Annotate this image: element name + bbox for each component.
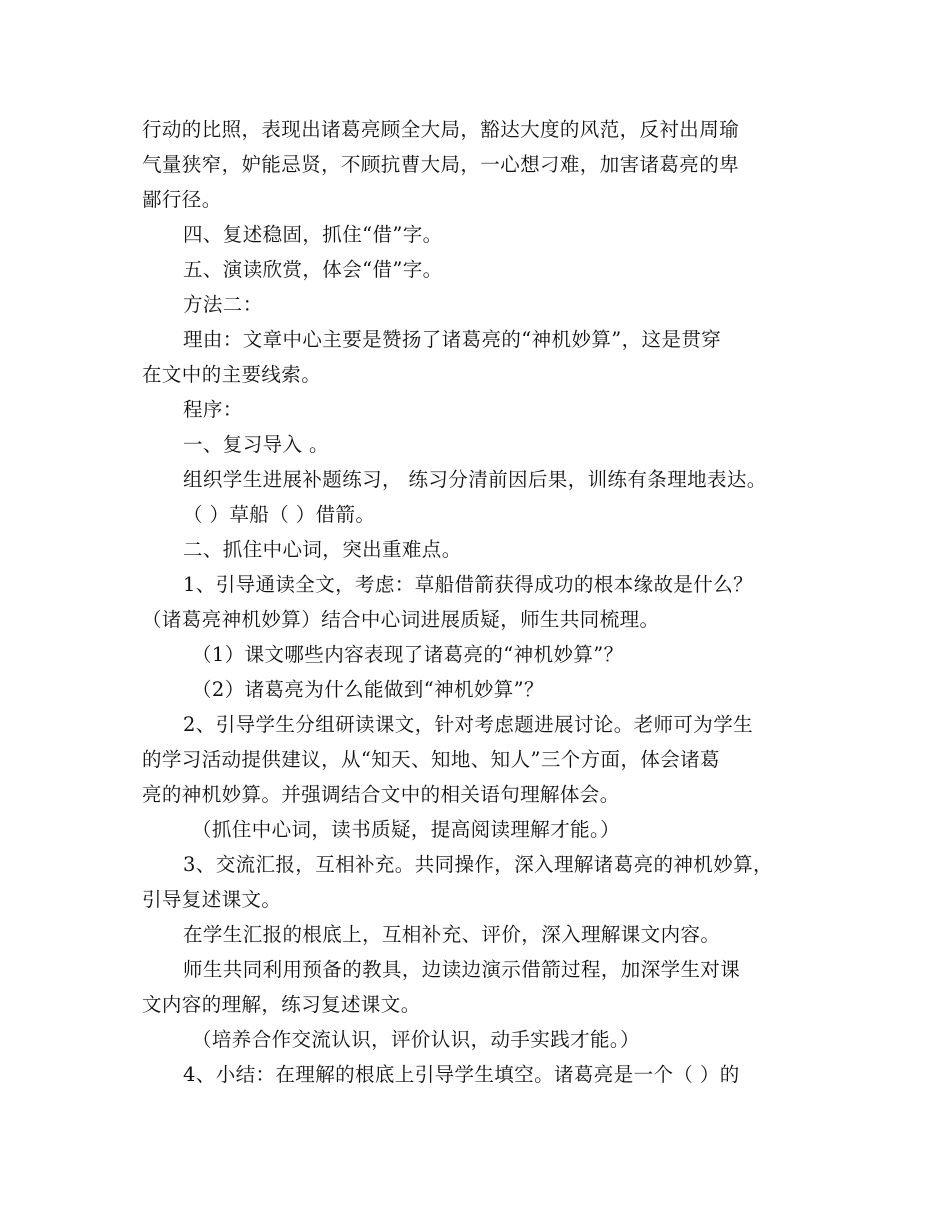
text-line: 鄙行径。 — [142, 188, 222, 211]
text-line: 亮的神机妙算。并强调结合文中的相关语句理解体会。 — [142, 783, 620, 806]
text-line: 方法二： — [183, 293, 263, 316]
text-line: （抓住中心词，读书质疑，提高阅读理解才能。） — [192, 818, 621, 841]
text-line: 五、演读欣赏，体会“借”字。 — [183, 258, 443, 281]
text-line: （ ）草船（ ）借箭。 — [183, 503, 376, 526]
text-line: （1）课文哪些内容表现了诸葛亮的“神机妙算”？ — [192, 643, 624, 666]
text-line: 程序： — [183, 398, 243, 421]
text-line: 在文中的主要线索。 — [142, 363, 322, 386]
text-line: 二、抓住中心词，突出重难点。 — [183, 538, 462, 561]
text-line: 在学生汇报的根底上，互相补充、评价，深入理解课文内容。 — [183, 923, 721, 946]
text-line: 4、小结：在理解的根底上引导学生填空。诸葛亮是一个（ ）的 — [183, 1063, 740, 1086]
text-line: 组织学生进展补题练习， 练习分清前因后果，训练有条理地表达。 — [183, 468, 767, 491]
text-line: 的学习活动提供建议，从“知天、知地、知人”三个方面，体会诸葛 — [142, 748, 720, 771]
text-line: 2、引导学生分组研读课文，针对考虑题进展讨论。老师可为学生 — [183, 713, 754, 736]
text-line: 3、交流汇报，互相补充。共同操作，深入理解诸葛亮的神机妙算， — [183, 853, 773, 876]
text-line: 1、引导通读全文，考虑：草船借箭获得成功的根本缘故是什么？ — [183, 573, 754, 596]
text-line: 气量狭窄，妒能忌贤，不顾抗曹大局，一心想刁难，加害诸葛亮的卑 — [142, 153, 740, 176]
text-line: 理由：文章中心主要是赞扬了诸葛亮的“神机妙算”，这是贯穿 — [183, 328, 722, 351]
text-line: 一、复习导入 。 — [183, 433, 329, 456]
text-line: 文内容的理解，练习复述课文。 — [142, 993, 421, 1016]
text-line: 行动的比照，表现出诸葛亮顾全大局，豁达大度的风范，反衬出周瑜 — [142, 118, 740, 141]
document-body — [142, 112, 832, 1092]
text-line: 引导复述课文。 — [142, 888, 282, 911]
text-line: 四、复述稳固，抓住“借”字。 — [183, 223, 443, 246]
text-line: （培养合作交流认识，评价认识，动手实践才能。） — [192, 1028, 640, 1051]
text-line: 师生共同利用预备的教具，边读边演示借箭过程，加深学生对课 — [183, 958, 741, 981]
text-line: （诸葛亮神机妙算）结合中心词进展质疑，师生共同梳理。 — [142, 608, 660, 631]
text-line: （2）诸葛亮为什么能做到“神机妙算”？ — [192, 678, 544, 701]
